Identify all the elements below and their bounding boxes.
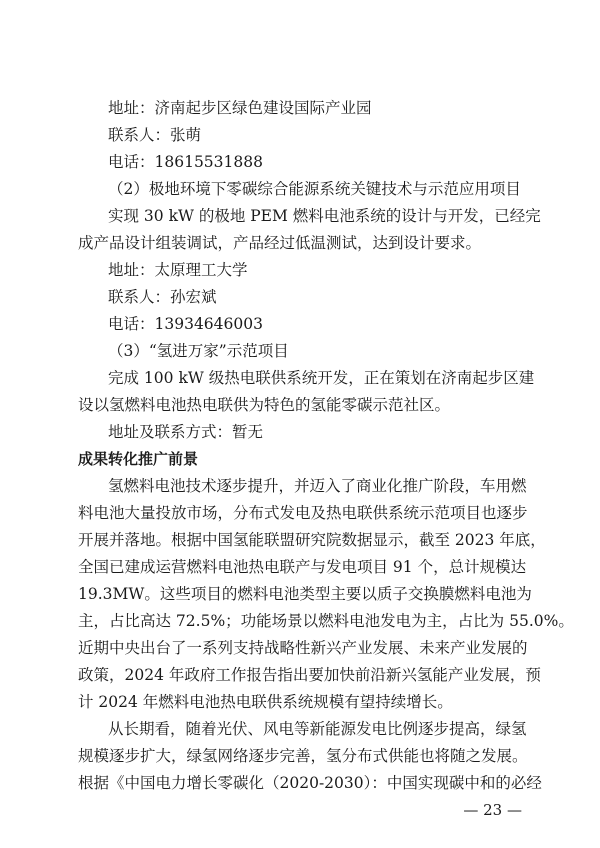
paragraph-line: 近期中央出台了一系列支持战略性新兴产业发展、未来产业发展的: [78, 639, 528, 657]
section-heading: 成果转化推广前景: [78, 450, 199, 468]
item-heading-2: （2）极地环境下零碳综合能源系统关键技术与示范应用项目: [108, 180, 521, 198]
paragraph-line: 成产品设计组装调试，产品经过低温测试，达到设计要求。: [78, 234, 482, 252]
paragraph-line: 主，占比高达 72.5%；功能场景以燃料电池发电为主，占比为 55.0%。: [78, 612, 574, 630]
paragraph-line: 设以氢燃料电池热电联供为特色的氢能零碳示范社区。: [78, 396, 451, 414]
address-contact-3: 地址及联系方式：暂无: [108, 423, 264, 441]
contact-1: 联系人：张萌: [108, 126, 202, 144]
address-1: 地址：济南起步区绿色建设国际产业园: [108, 99, 372, 117]
phone-2: 电话：13934646003: [108, 315, 263, 333]
paragraph-line: 计 2024 年燃料电池热电联供系统规模有望持续增长。: [78, 693, 453, 711]
address-2: 地址：太原理工大学: [108, 261, 248, 279]
page-number: — 23 —: [463, 801, 522, 819]
phone-1: 电话：18615531888: [108, 153, 263, 171]
paragraph-line: 政策，2024 年政府工作报告指出要加快前沿新兴氢能产业发展，预: [78, 666, 541, 684]
paragraph-line: 19.3MW。这些项目的燃料电池类型主要以质子交换膜燃料电池为: [78, 585, 532, 603]
paragraph-line: 氢燃料电池技术逐步提升，并迈入了商业化推广阶段，车用燃: [108, 477, 527, 495]
paragraph-line: 料电池大量投放市场，分布式发电及热电联供系统示范项目也逐步: [78, 504, 528, 522]
paragraph-line: 完成 100 kW 级热电联供系统开发，正在策划在济南起步区建: [108, 369, 535, 387]
paragraph-line: 从长期看，随着光伏、风电等新能源发电比例逐步提高，绿氢: [108, 720, 527, 738]
paragraph-line: 根据《中国电力增长零碳化（2020-2030）：中国实现碳中和的必经: [78, 774, 542, 792]
contact-2: 联系人：孙宏斌: [108, 288, 217, 306]
paragraph-line: 全国已建成运营燃料电池热电联产与发电项目 91 个，总计规模达: [78, 558, 527, 576]
paragraph-line: 实现 30 kW 的极地 PEM 燃料电池系统的设计与开发，已经完: [108, 207, 541, 225]
item-heading-3: （3）“氢进万家”示范项目: [108, 342, 289, 360]
paragraph-line: 规模逐步扩大，绿氢网络逐步完善，氢分布式供能也将随之发展。: [78, 747, 528, 765]
paragraph-line: 开展并落地。根据中国氢能联盟研究院数据显示，截至 2023 年底，: [78, 531, 546, 549]
